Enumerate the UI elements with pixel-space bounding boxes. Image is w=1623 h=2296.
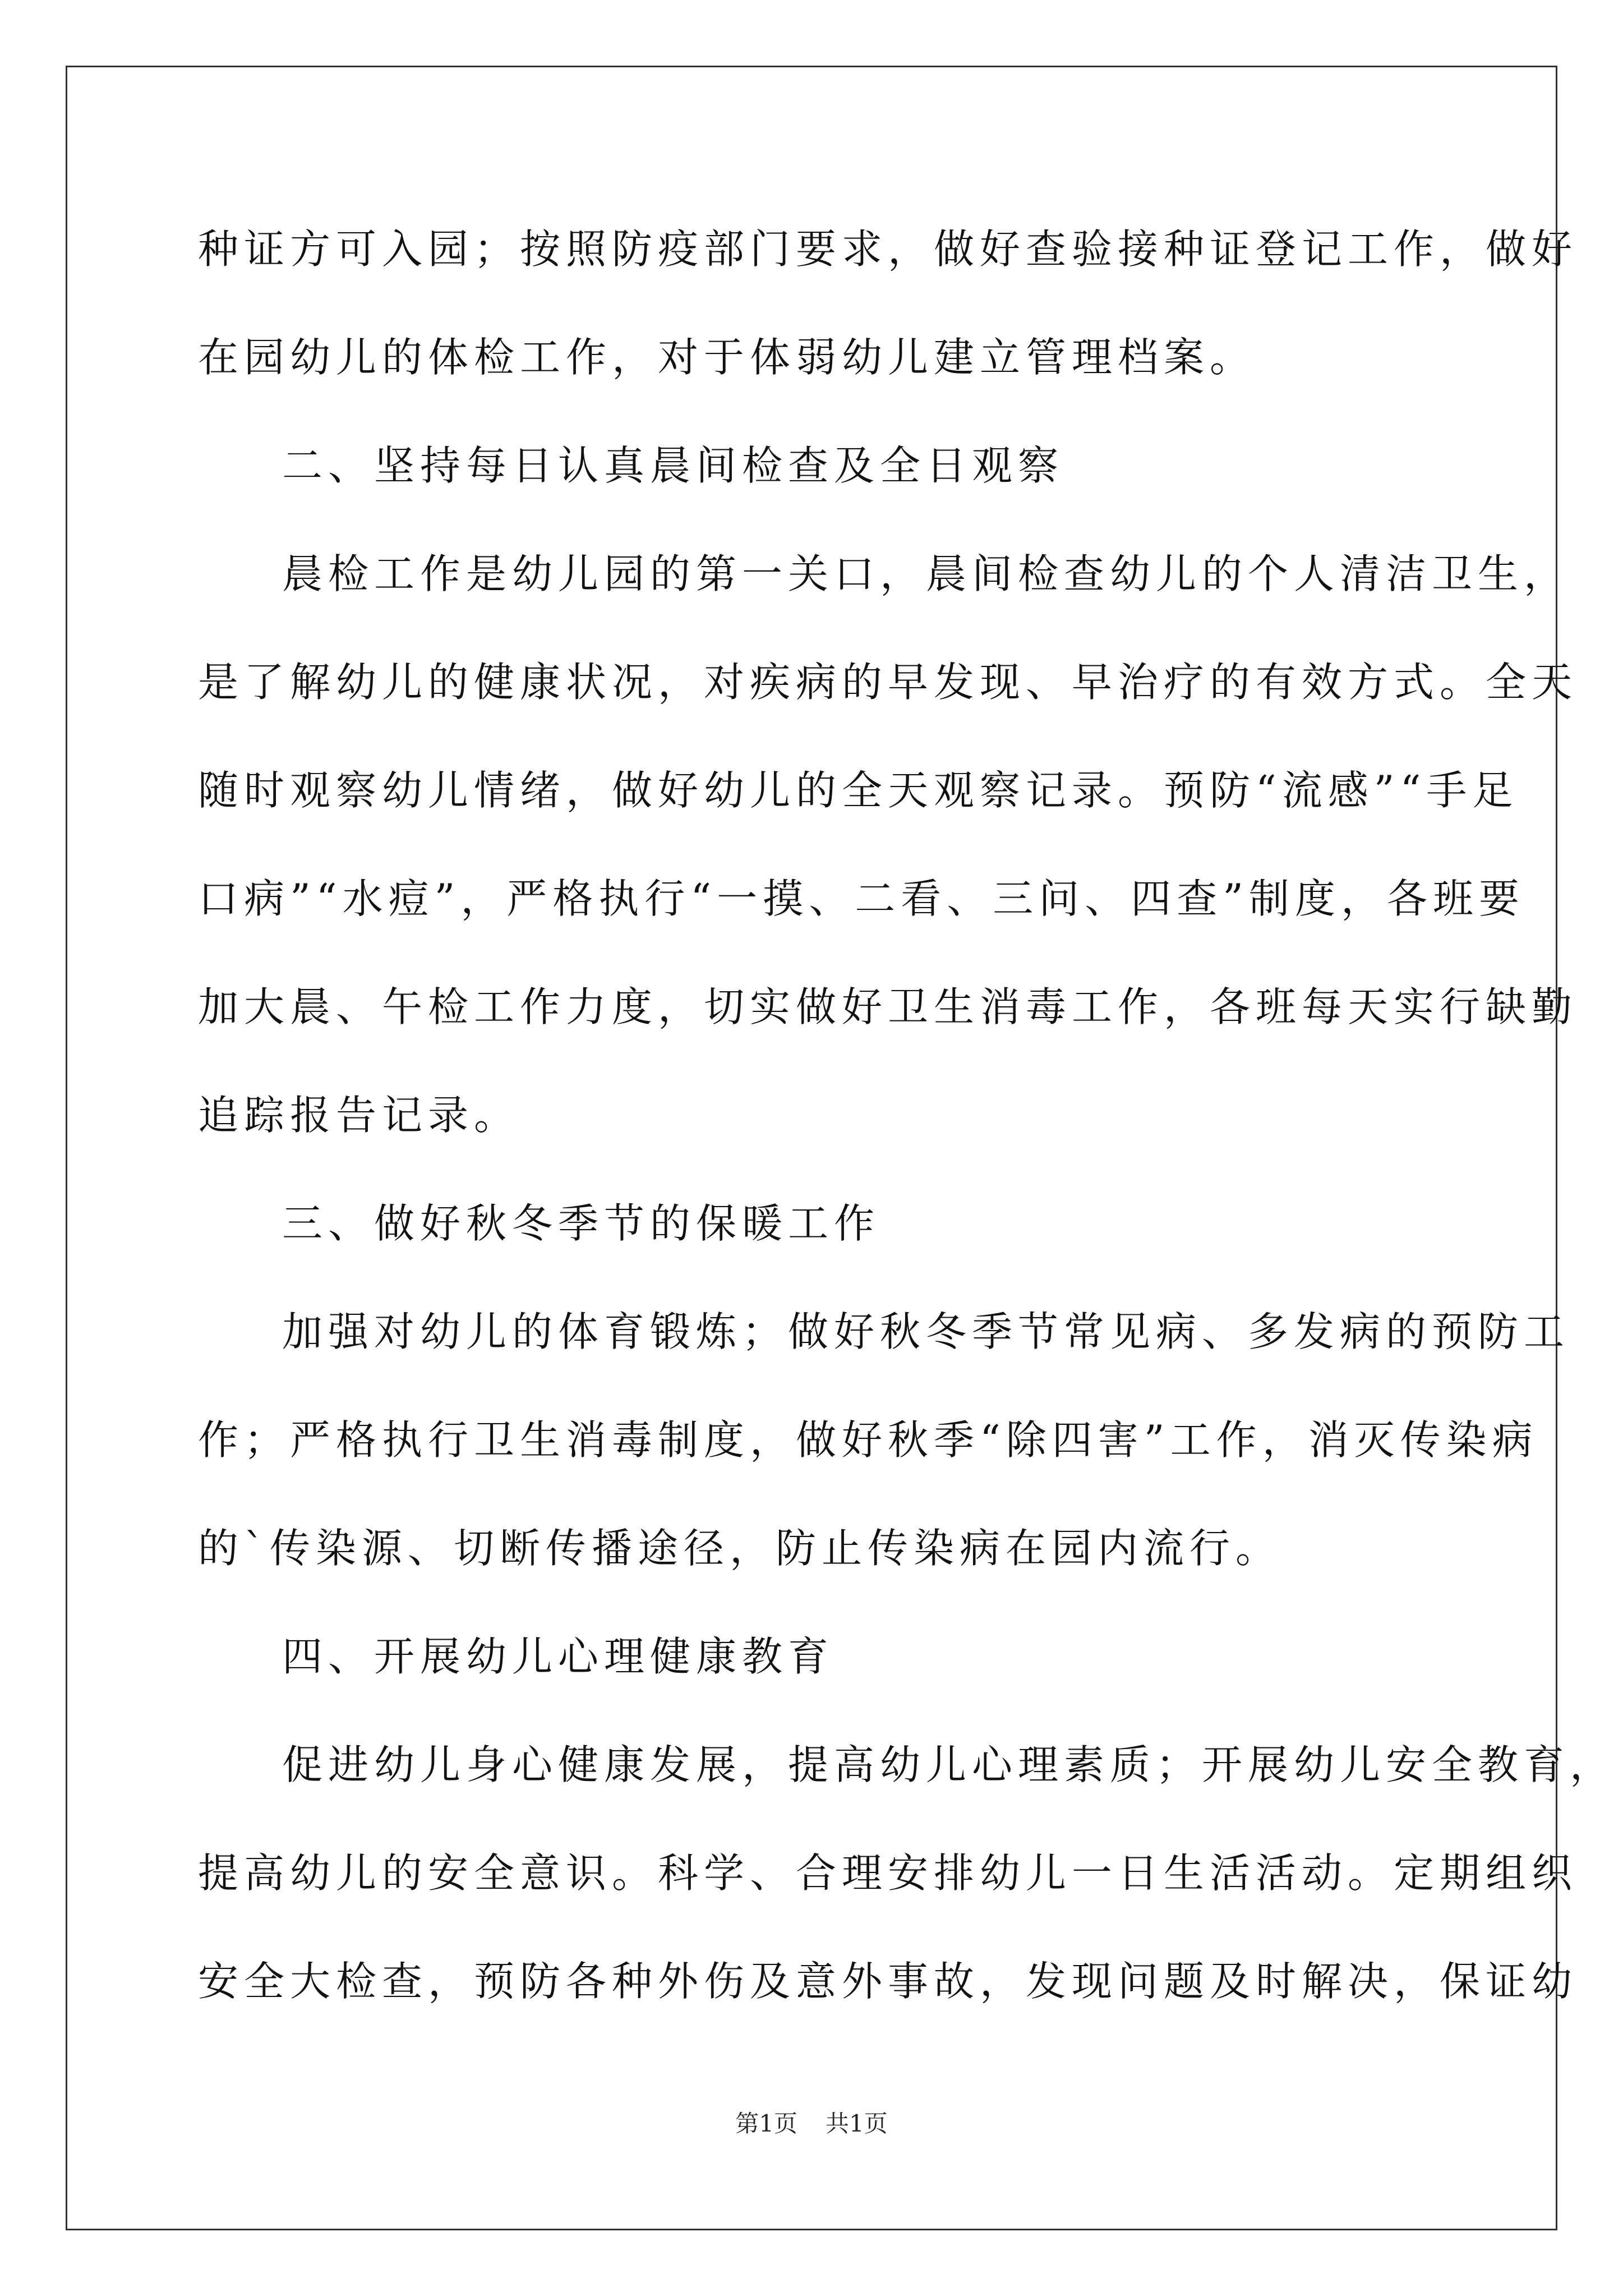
page-number-total: 共1页 <box>826 2110 888 2137</box>
text-line: 加大晨、午检工作力度，切实做好卫生消毒工作，各班每天实行缺勤 <box>198 983 1578 1030</box>
document-body <box>198 215 1616 2056</box>
text-line: 促进幼儿身心健康发展，提高幼儿心理素质；开展幼儿安全教育， <box>282 1741 1616 1788</box>
page-number-current: 第1页 <box>735 2110 797 2137</box>
text-line: 加强对幼儿的体育锻炼；做好秋冬季节常见病、多发病的预防工 <box>282 1308 1570 1355</box>
section-heading: 三、做好秋冬季节的保暖工作 <box>282 1200 880 1247</box>
text-line: 追踪报告记录。 <box>198 1092 520 1139</box>
page-footer <box>0 2107 1623 2141</box>
text-line: 安全大检查，预防各种外伤及意外事故，发现问题及时解决，保证幼 <box>198 1958 1578 2005</box>
section-heading: 二、坚持每日认真晨间检查及全日观察 <box>282 442 1064 489</box>
text-line: 的`传染源、切断传播途径，防止传染病在园内流行。 <box>198 1525 1282 1572</box>
text-line: 口病”“水痘”，严格执行“一摸、二看、三问、四查”制度，各班要 <box>198 875 1525 922</box>
text-line: 种证方可入园；按照防疫部门要求，做好查验接种证登记工作，做好 <box>198 226 1578 273</box>
text-line: 晨检工作是幼儿园的第一关口，晨间检查幼儿的个人清洁卫生， <box>282 550 1570 597</box>
text-line: 随时观察幼儿情绪，做好幼儿的全天观察记录。预防“流感”“手足 <box>198 767 1519 814</box>
section-heading: 四、开展幼儿心理健康教育 <box>282 1633 834 1680</box>
text-line: 作；严格执行卫生消毒制度，做好秋季“除四害”工作，消灭传染病 <box>198 1416 1538 1464</box>
text-line: 是了解幼儿的健康状况，对疾病的早发现、早治疗的有效方式。全天 <box>198 659 1578 706</box>
text-line: 在园幼儿的体检工作，对于体弱幼儿建立管理档案。 <box>198 334 1256 381</box>
text-line: 提高幼儿的安全意识。科学、合理安排幼儿一日生活活动。定期组织 <box>198 1849 1578 1897</box>
